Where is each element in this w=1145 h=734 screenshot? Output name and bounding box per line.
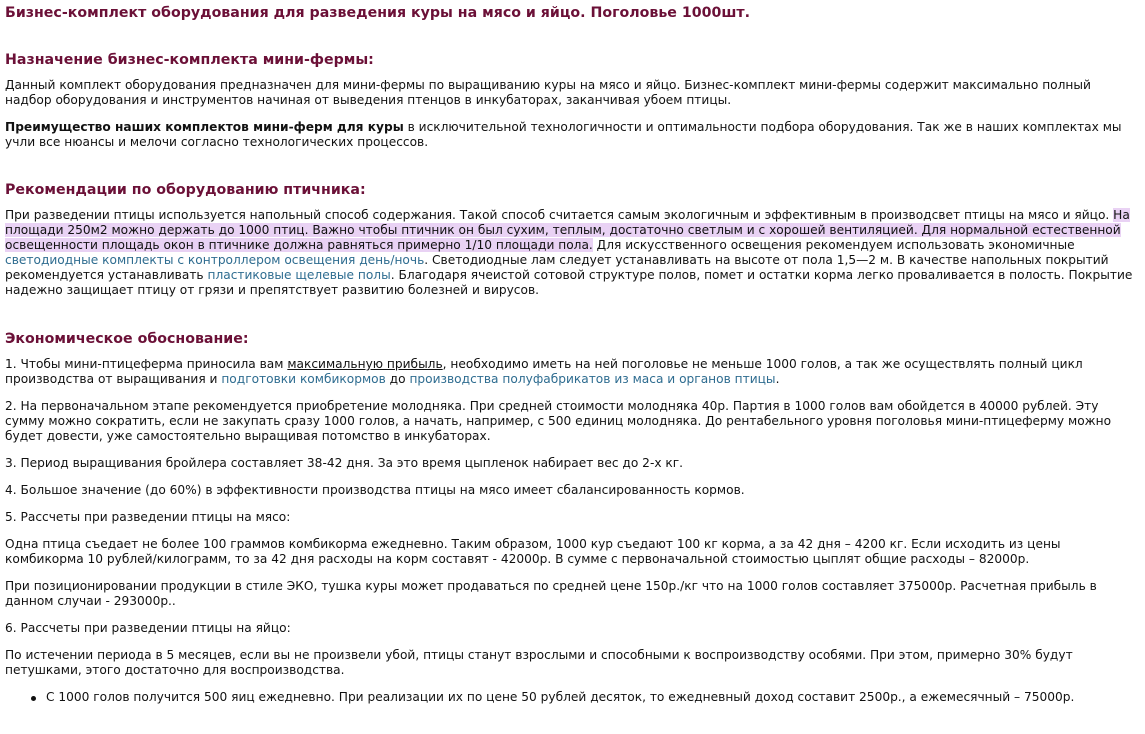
egg-income-list <box>5 690 1139 705</box>
advantages-bold: Преимущество наших комплектов мини-ферм для куры <box>5 120 404 134</box>
feed-preparation-link[interactable]: подготовки комбикормов <box>221 372 386 386</box>
economics-item-6: 6. Рассчеты при разведении птицы на яйцо: <box>5 621 291 635</box>
recommendations-heading: Рекомендации по оборудованию птичника: <box>5 182 366 198</box>
advantages-paragraph <box>5 120 1139 150</box>
recommendations-text-3: . Светодиодные лам следует устанавливать на высоте от пола 1,5—2 м. В качестве напольных покрытий рекомендуется устанавливать <box>5 253 1109 282</box>
item-1-text-b: , необходимо иметь на ней поголовье не меньше 1000 голов, а так же осуществлять полный цикл производства от выращивания и <box>5 357 1083 386</box>
economics-item-5: 5. Рассчеты при разведении птицы на мясо: <box>5 510 291 524</box>
page-title: Бизнес-комплект оборудования для разведения куры на мясо и яйцо. Поголовье 1000шт. <box>5 5 751 21</box>
purpose-heading: Назначение бизнес-комплекта мини-фермы: <box>5 52 374 68</box>
item-1-text-c: до <box>385 372 410 386</box>
economics-item-4: 4. Большое значение (до 60%) в эффективности производства птицы на мясо имеет сбалансированность кормов. <box>5 483 745 497</box>
eco-pricing-paragraph: При позиционировании продукции в стиле ЭКО, тушка куры может продаваться по средней цене 150р./кг что на 1000 голов составляет 375000р. Расчетная прибыль в данном случаи - 293000р.. <box>5 579 1097 608</box>
led-kits-link[interactable]: светодиодные комплекты с контроллером освещения день/ночь <box>5 253 425 267</box>
economics-heading: Экономическое обоснование: <box>5 331 249 347</box>
advantages-text: в исключительной технологичности и оптимальности подбора оборудования. Так же в наших комплектах мы учли все нюансы и мелочи согласно технологических процессов. <box>5 120 1122 149</box>
max-profit-link[interactable]: максимальную прибыль <box>287 357 443 371</box>
semi-finished-production-link[interactable]: производства полуфабрикатов из маса и органов птицы <box>409 372 776 386</box>
item-1-text-a: 1. Чтобы мини-птицеферма приносила вам <box>5 357 288 371</box>
egg-calc-paragraph: По истечении периода в 5 месяцев, если вы не произвели убой, птицы станут взрослыми и способными к воспроизводству особями. При этом, примерно 30% будут петушками, этого достаточно для воспроизводства. <box>5 648 1073 677</box>
recommendations-text-1: При разведении птицы используется напольный способ содержания. Такой способ считается самым экологичным и эффективным в производсвет птицы на мясо и яйцо. <box>5 208 1114 222</box>
recommendations-paragraph <box>5 208 1139 298</box>
economics-item-3: 3. Период выращивания бройлера составляет 38-42 дня. За это время цыпленок набирает вес до 2-х кг. <box>5 456 684 470</box>
purpose-paragraph: Данный комплект оборудования предназначен для мини-фермы по выращиванию куры на мясо и яйцо. Бизнес-комплект мини-фермы содержит максимально полный надбор оборудования и инструментов начиная от выведения птенцов в инкубаторах, заканчивая убоем птицы. <box>5 78 1091 107</box>
list-item: С 1000 голов получится 500 яиц ежедневно. При реализации их по цене 50 рублей десяток, то ежедневный доход составит 2500р., а ежемесячный – 75000р. <box>31 690 1139 705</box>
highlighted-text: На площади 250м2 можно держать до 1000 птиц. Важно чтобы птичник он был сухим, теплым, достаточно светлым и с хорошей вентиляцией. Для нормальной естественной освещенности площадь окон в птичнике должна равняться примерно 1/10 площади пола. <box>5 208 1130 252</box>
recommendations-text-4: . Благодаря ячеистой сотовой структуре полов, помет и остатки корма легко проваливается в полость. Покрытие надежно защищает птицу от грязи и препятствует развитию болезней и вирусов. <box>5 268 1133 297</box>
recommendations-text-2: Для искусственного освещения рекомендуем использовать экономичные <box>592 238 1075 252</box>
meat-calc-paragraph: Одна птица съедает не более 100 граммов комбикорма ежедневно. Таким образом, 1000 кур съедают 100 кг корма, а за 42 дня – 4200 кг. Если исходить из цены комбикорма 10 рублей/килограмм, то за 42 дня расходы на корм составят - 42000р. В сумме с первоначальной стоимостью цыплят общие расходы – 82000р. <box>5 537 1061 566</box>
plastic-floors-link[interactable]: пластиковые щелевые полы <box>207 268 391 282</box>
item-1-text-d: . <box>775 372 780 386</box>
economics-item-2: 2. На первоначальном этапе рекомендуется приобретение молодняка. При средней стоимости молодняка 40р. Партия в 1000 голов вам обойдется в 40000 рублей. Эту сумму можно сократить, если не закупать сразу 1000 голов, а начать, например, с 500 единиц молодняка. До рентабельного уровня поголовья мини-птицеферму можно будет довести, уже самостоятельно выращивая потомство в инкубаторах. <box>5 399 1112 443</box>
economics-item-1 <box>5 357 1139 387</box>
